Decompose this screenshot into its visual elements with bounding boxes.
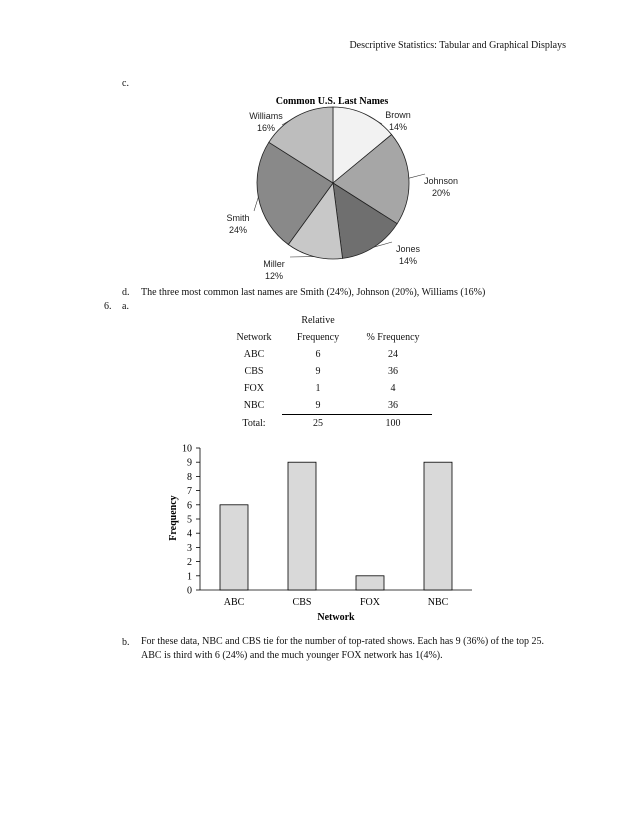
y-axis-label: Frequency [168,495,179,541]
y-tick-label: 5 [187,514,192,526]
pie-leader-line [409,174,425,178]
y-tick-label: 9 [187,457,192,469]
header-relative: Relative [301,315,335,326]
cell-network: NBC [243,400,265,412]
header-pct-frequency: % Frequency [366,332,420,343]
table-row [226,346,432,363]
part-b-line-1: For these data, NBC and CBS tie for the number of top-rated shows. Each has 9 (36%) of the top 25. [141,636,544,647]
y-tick-label: 8 [187,471,192,483]
x-category-label: CBS [292,597,312,608]
pie-label-name: Miller [263,259,285,269]
cell-frequency: 1 [315,383,321,394]
y-tick-label: 10 [182,443,192,455]
pie-label-name: Williams [249,111,283,121]
pie-label-pct: 12% [264,271,284,281]
cell-pct: 24 [388,349,398,360]
cell-network: FOX [243,383,264,394]
y-tick-label: 4 [187,528,192,540]
bar-chart [150,440,480,630]
table-row [226,363,432,380]
bar-fox [356,576,384,590]
table-header-row [226,329,432,346]
table-row [226,380,432,397]
cell-network: CBS [244,366,264,377]
y-tick-label: 6 [187,500,192,512]
question-6-number: 6. [104,301,112,312]
x-category-label: FOX [359,597,381,608]
pie-leader-line [254,197,258,211]
table-row [226,397,432,415]
bar-nbc [424,462,452,590]
part-b-label: b. [122,637,130,648]
bar-y-ticks [182,444,200,597]
cell-frequency: 9 [282,397,354,415]
y-tick-label: 7 [187,486,192,498]
y-tick-label: 0 [187,585,192,597]
y-tick-label: 3 [187,542,192,554]
total-pct: 100 [385,418,401,429]
table-header-top-row [226,312,432,329]
pie-slices [257,107,409,259]
x-category-label: ABC [223,597,245,608]
part-b-line-2: ABC is third with 6 (24%) and the much younger FOX network has 1(4%). [141,650,443,661]
pie-chart [200,90,460,286]
part-b-text [141,635,581,663]
cell-pct: 36 [388,366,398,377]
bar-cbs [288,462,316,590]
cell-frequency: 6 [315,349,321,360]
header-frequency: Frequency [296,332,340,343]
x-category-label: NBC [427,597,449,608]
table-total-row [226,415,432,433]
running-head: Descriptive Statistics: Tabular and Graphical Displays [349,40,566,51]
y-tick-label: 2 [187,557,192,569]
bar-abc [220,505,248,590]
part-d-text: The three most common last names are Smith (24%), Johnson (20%), Williams (16%) [141,287,486,298]
cell-pct: 36 [354,397,432,415]
total-frequency: 25 [313,418,323,429]
pie-label-pct: 16% [256,123,276,133]
pie-label-name: Jones [395,244,421,254]
part-d-label: d. [122,287,130,298]
header-network: Network [236,332,272,343]
cell-pct: 4 [390,383,396,394]
pie-label-pct: 14% [398,256,418,266]
part-c-label: c. [122,78,129,89]
bar-categories [224,597,449,608]
bar-series [220,462,452,590]
cell-frequency: 9 [315,366,321,377]
pie-title: Common U.S. Last Names [275,96,389,107]
question-6-part-a-label: a. [122,301,129,312]
total-label: Total: [242,417,266,429]
pie-label-pct: 24% [228,225,248,235]
y-tick-label: 1 [187,571,192,583]
x-axis-label: Network [317,612,355,623]
pie-label-pct: 20% [431,188,451,198]
pie-label-name: Smith [226,213,250,223]
pie-label-name: Johnson [423,176,459,186]
pie-label-name: Brown [385,110,411,120]
cell-network: ABC [243,349,265,360]
pie-label-pct: 14% [388,122,408,132]
frequency-table [226,312,432,432]
